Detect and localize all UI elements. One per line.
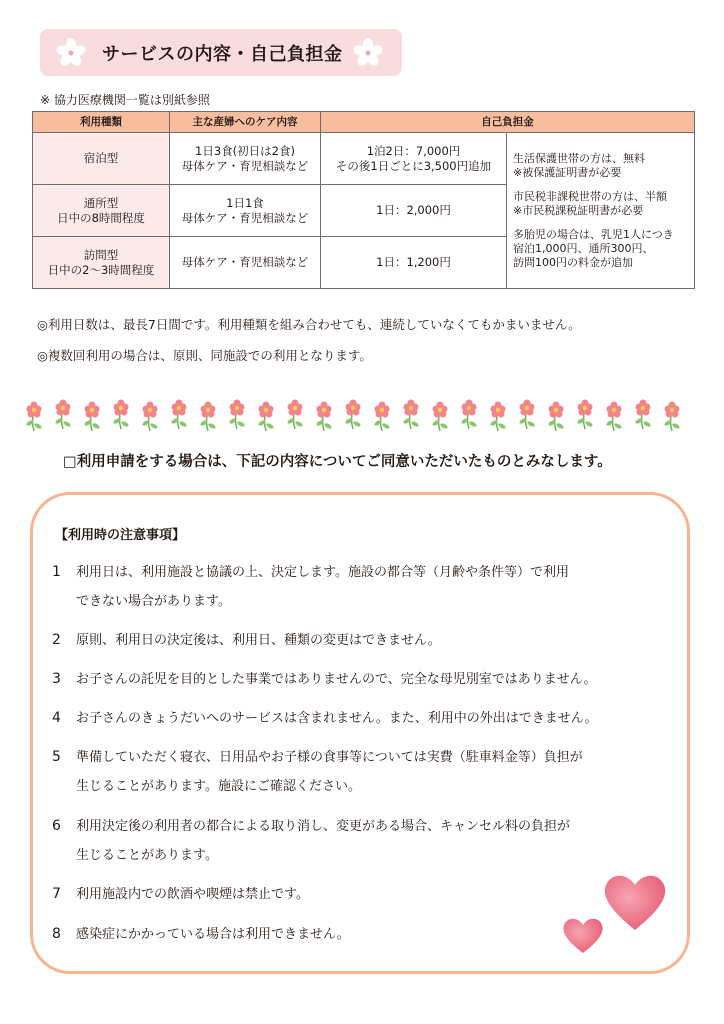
consent-statement: □利用申請をする場合は、下記の内容についてご同意いただいたものとみなします。 [63,454,612,470]
item-number: 8 [52,926,61,942]
item-number: 5 [52,749,61,765]
notice-item: 原則、利用日の決定後は、利用日、種類の変更はできません。 [76,633,441,648]
item-number: 3 [52,671,61,687]
notice-item: 感染症にかかっている場合は利用できません。 [76,927,350,942]
fee-cell: 1日：2,000円 [321,185,507,237]
column-header-fee: 自己負担金 [321,112,695,133]
table-row [33,133,695,185]
notice-item: お子さんの託児を目的とした事業ではありませんので、完全な母児別室ではありません。 [76,672,597,687]
type-cell: 通所型 日中の8時間程度 [33,185,170,237]
care-cell: 1日1食 母体ケア・育児相談など [170,185,321,237]
notice-title: 【利用時の注意事項】 [55,528,186,543]
type-cell: 宿泊型 [33,133,170,185]
item-number: 6 [52,818,61,834]
notice-item: 利用日は、利用施設と協議の上、決定します。施設の都合等（月齢や条件等）で利用 できない場合があります。 [76,565,569,609]
reference-note: ※ 協力医療機関一覧は別紙参照 [40,93,210,107]
care-cell: 1日3食(初日は2食) 母体ケア・育児相談など [170,133,321,185]
item-number: 1 [52,564,61,580]
fee-cell: 1日：1,200円 [321,237,507,289]
item-number: 2 [52,632,61,648]
fee-remarks-cell: 生活保護世帯の方は、無料 ※被保護証明書が必要 市民税非課税世帯の方は、半額 ※市民税課税証明書が必要 多胎児の場合は、乳児1人につき 宿泊1,000円、通所300円、 訪問100円の料金が追加 [507,133,695,289]
usage-remark: ◎複数回利用の場合は、原則、同施設での利用となります。 [37,348,372,363]
notice-item: 利用施設内での飲酒や喫煙は禁止です。 [76,887,309,902]
item-number: 7 [52,886,61,902]
care-cell: 母体ケア・育児相談など [170,237,321,289]
flower-border [22,399,702,435]
column-header-type: 利用種類 [33,112,170,133]
item-number: 4 [52,710,61,726]
usage-remark: ◎利用日数は、最長7日間です。利用種類を組み合わせても、連続していなくてもかまいません。 [37,317,581,332]
notice-item: お子さんのきょうだいへのサービスは含まれません。また、利用中の外出はできません。 [76,711,598,726]
notice-item: 利用決定後の利用者の都合による取り消し、変更がある場合、キャンセル料の負担が 生じることがあります。 [76,819,571,863]
notice-item: 準備していただく寝衣、日用品やお子様の食事等については実費（駐車料金等）負担が 生じることがあります。施設にご確認ください。 [76,750,583,794]
service-table [32,111,695,289]
type-cell: 訪問型 日中の2～3時間程度 [33,237,170,289]
column-header-care: 主な産婦へのケア内容 [170,112,321,133]
sakura-icon [56,38,86,68]
fee-cell: 1泊2日：7,000円 その後1日ごとに3,500円追加 [321,133,507,185]
heart-icon [555,855,675,955]
page-title: サービスの内容・自己負担金 [102,44,343,65]
sakura-icon [353,38,383,68]
